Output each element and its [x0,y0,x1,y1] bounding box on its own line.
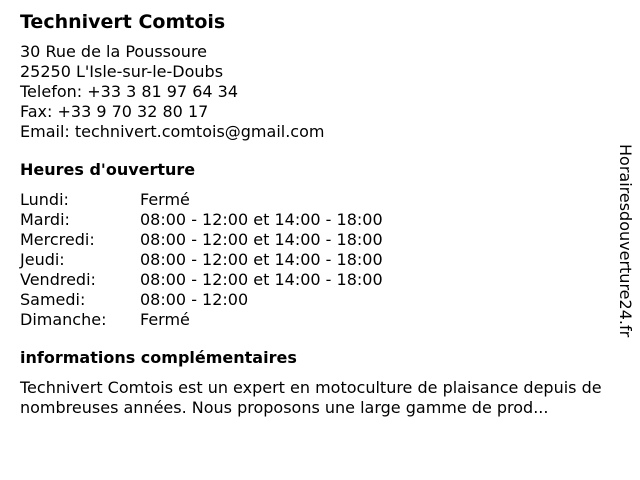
fax-number: Fax: +33 9 70 32 80 17 [20,102,209,121]
email-address: Email: technivert.comtois@gmail.com [20,122,325,141]
opening-hours-table [20,190,620,330]
hours-row-wednesday [20,230,620,250]
hours-day: Jeudi: [20,250,65,269]
hours-time: Fermé [140,310,190,329]
hours-time: 08:00 - 12:00 [140,290,249,309]
additional-info-heading: informations complémentaires [20,348,297,367]
hours-day: Vendredi: [20,270,96,289]
address-street: 30 Rue de la Poussoure [20,42,208,61]
hours-row-friday [20,270,620,290]
hours-row-monday [20,190,620,210]
hours-time: Fermé [140,190,190,209]
hours-day: Mercredi: [20,230,95,249]
hours-day: Samedi: [20,290,86,309]
hours-time: 08:00 - 12:00 et 14:00 - 18:00 [140,250,383,269]
phone-number: Telefon: +33 3 81 97 64 34 [20,82,239,101]
hours-time: 08:00 - 12:00 et 14:00 - 18:00 [140,210,383,229]
business-card [20,10,620,418]
hours-time: 08:00 - 12:00 et 14:00 - 18:00 [140,230,383,249]
hours-time: 08:00 - 12:00 et 14:00 - 18:00 [140,270,383,289]
opening-hours-heading: Heures d'ouverture [20,160,196,179]
additional-info-text: Technivert Comtois est un expert en motoculture de plaisance depuis de nombreuses années. Nous proposons une large gamme de prod... [20,378,602,417]
hours-row-thursday [20,250,620,270]
site-brand-text: Horairesdouverture24.fr [616,144,635,338]
hours-row-sunday [20,310,620,330]
hours-row-saturday [20,290,620,310]
hours-row-tuesday [20,210,620,230]
hours-day: Lundi: [20,190,69,209]
business-name: Technivert Comtois [20,11,226,33]
hours-day: Mardi: [20,210,70,229]
hours-day: Dimanche: [20,310,107,329]
address-city: 25250 L'Isle-sur-le-Doubs [20,62,224,81]
site-brand-vertical [610,136,640,346]
